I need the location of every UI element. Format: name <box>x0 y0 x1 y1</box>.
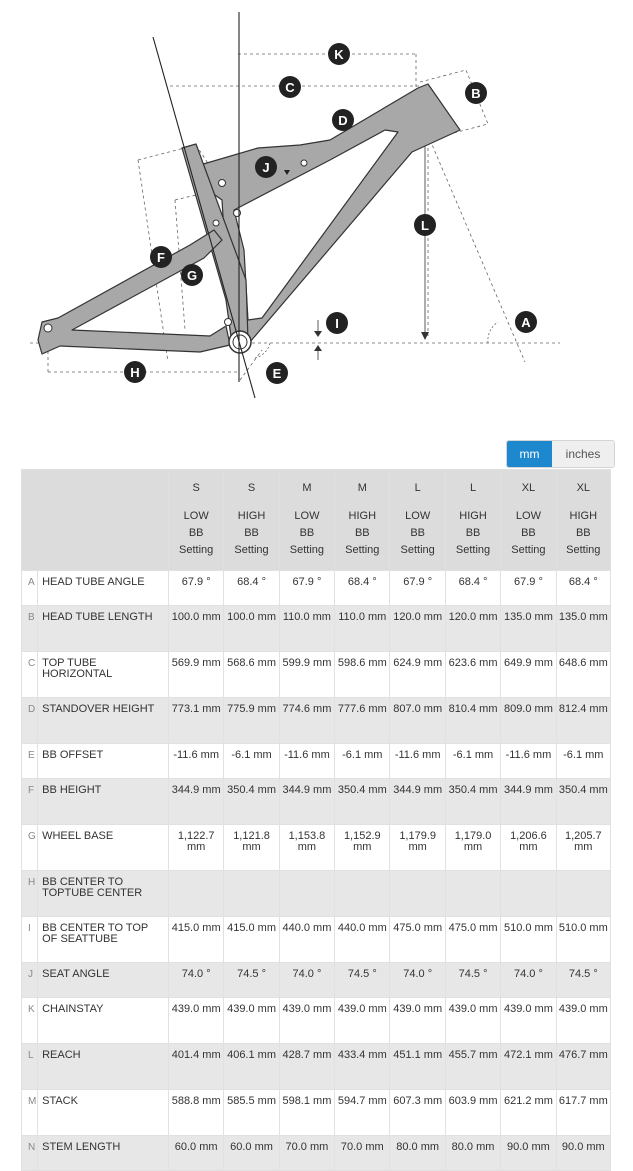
row-value-cell: 70.0 mm <box>335 1136 390 1171</box>
table-row <box>22 917 611 963</box>
row-value-cell: 588.8 mm <box>168 1090 223 1136</box>
table-row <box>22 606 611 652</box>
row-letter: E <box>22 744 38 779</box>
row-value-cell: 603.9 mm <box>445 1090 500 1136</box>
marker-g <box>181 264 203 286</box>
row-value-cell: 475.0 mm <box>445 917 500 963</box>
row-value-cell: 648.6 mm <box>556 652 610 698</box>
row-value-cell: -11.6 mm <box>168 744 223 779</box>
marker-f <box>150 246 172 268</box>
row-value-cell: 451.1 mm <box>390 1044 445 1090</box>
row-value-cell: 110.0 mm <box>335 606 390 652</box>
row-value-cell: 1,205.7 mm <box>556 825 610 871</box>
row-value-cell: -6.1 mm <box>445 744 500 779</box>
table-row <box>22 698 611 744</box>
row-value-cell: 401.4 mm <box>168 1044 223 1090</box>
row-letter: K <box>22 998 38 1044</box>
row-value-cell: 350.4 mm <box>224 779 279 825</box>
row-value-cell: 598.1 mm <box>279 1090 334 1136</box>
row-value-cell: 135.0 mm <box>501 606 556 652</box>
row-value-cell: 439.0 mm <box>501 998 556 1044</box>
row-value-cell: 67.9 ° <box>501 571 556 606</box>
row-value-cell: 344.9 mm <box>501 779 556 825</box>
row-parameter-name: STANDOVER HEIGHT <box>38 698 169 744</box>
row-value-cell: 428.7 mm <box>279 1044 334 1090</box>
row-value-cell: 344.9 mm <box>390 779 445 825</box>
svg-text:J: J <box>262 160 270 175</box>
svg-text:C: C <box>285 80 295 95</box>
row-value-cell: 1,179.0 mm <box>445 825 500 871</box>
row-value-cell: 74.5 ° <box>224 963 279 998</box>
row-value-cell: 585.5 mm <box>224 1090 279 1136</box>
row-value-cell: 472.1 mm <box>501 1044 556 1090</box>
row-value-cell: 120.0 mm <box>390 606 445 652</box>
row-value-cell: 1,122.7 mm <box>168 825 223 871</box>
unit-toggle <box>506 440 615 468</box>
row-value-cell: 80.0 mm <box>445 1136 500 1171</box>
row-value-cell: 569.9 mm <box>168 652 223 698</box>
row-parameter-name: CHAINSTAY <box>38 998 169 1044</box>
table-row <box>22 652 611 698</box>
row-parameter-name: REACH <box>38 1044 169 1090</box>
row-value-cell: 598.6 mm <box>335 652 390 698</box>
row-value-cell: 599.9 mm <box>279 652 334 698</box>
row-value-cell: 439.0 mm <box>556 998 610 1044</box>
row-letter: N <box>22 1136 38 1171</box>
row-value-cell: 510.0 mm <box>556 917 610 963</box>
row-letter: J <box>22 963 38 998</box>
row-letter: D <box>22 698 38 744</box>
row-value-cell: 90.0 mm <box>501 1136 556 1171</box>
table-row <box>22 744 611 779</box>
row-value-cell: 67.9 ° <box>279 571 334 606</box>
row-value-cell: -11.6 mm <box>390 744 445 779</box>
svg-text:D: D <box>338 113 348 128</box>
row-value-cell: 812.4 mm <box>556 698 610 744</box>
row-value-cell: 415.0 mm <box>168 917 223 963</box>
row-value-cell <box>335 871 390 917</box>
row-letter: H <box>22 871 38 917</box>
row-value-cell: 415.0 mm <box>224 917 279 963</box>
unit-inches-button[interactable]: inches <box>552 441 614 467</box>
size-column-header: XL LOW BB Setting <box>501 470 556 571</box>
row-value-cell: 74.0 ° <box>168 963 223 998</box>
size-column-header: S LOW BB Setting <box>168 470 223 571</box>
row-value-cell <box>390 871 445 917</box>
row-value-cell: 439.0 mm <box>224 998 279 1044</box>
row-parameter-name: TOP TUBE HORIZONTAL <box>38 652 169 698</box>
row-parameter-name: BB OFFSET <box>38 744 169 779</box>
svg-text:B: B <box>471 86 481 101</box>
row-parameter-name: BB CENTER TO TOP OF SEATTUBE <box>38 917 169 963</box>
row-value-cell: 100.0 mm <box>168 606 223 652</box>
row-value-cell: 607.3 mm <box>390 1090 445 1136</box>
row-value-cell: 74.5 ° <box>335 963 390 998</box>
row-value-cell <box>168 871 223 917</box>
row-value-cell: 67.9 ° <box>168 571 223 606</box>
svg-text:A: A <box>521 315 531 330</box>
row-value-cell: 439.0 mm <box>390 998 445 1044</box>
row-value-cell: 1,153.8 mm <box>279 825 334 871</box>
row-value-cell: 70.0 mm <box>279 1136 334 1171</box>
row-value-cell: 568.6 mm <box>224 652 279 698</box>
svg-text:F: F <box>157 250 165 265</box>
row-letter: C <box>22 652 38 698</box>
row-value-cell: 90.0 mm <box>556 1136 610 1171</box>
row-parameter-name: HEAD TUBE ANGLE <box>38 571 169 606</box>
row-value-cell: 406.1 mm <box>224 1044 279 1090</box>
row-value-cell: 623.6 mm <box>445 652 500 698</box>
row-parameter-name: BB HEIGHT <box>38 779 169 825</box>
row-value-cell: 67.9 ° <box>390 571 445 606</box>
svg-text:I: I <box>335 316 339 331</box>
row-value-cell: 100.0 mm <box>224 606 279 652</box>
size-column-header: XL HIGH BB Setting <box>556 470 610 571</box>
row-value-cell: 74.0 ° <box>390 963 445 998</box>
marker-i <box>326 312 348 334</box>
row-value-cell: 60.0 mm <box>224 1136 279 1171</box>
row-parameter-name: STEM LENGTH <box>38 1136 169 1171</box>
row-value-cell: 439.0 mm <box>168 998 223 1044</box>
row-value-cell <box>501 871 556 917</box>
row-value-cell: 440.0 mm <box>279 917 334 963</box>
row-value-cell: 110.0 mm <box>279 606 334 652</box>
marker-k <box>328 43 350 65</box>
row-value-cell: 1,179.9 mm <box>390 825 445 871</box>
row-parameter-name: SEAT ANGLE <box>38 963 169 998</box>
row-letter: I <box>22 917 38 963</box>
row-value-cell: 476.7 mm <box>556 1044 610 1090</box>
row-value-cell: 344.9 mm <box>168 779 223 825</box>
svg-text:E: E <box>272 366 282 381</box>
header-blank <box>22 470 169 571</box>
row-value-cell: 80.0 mm <box>390 1136 445 1171</box>
row-value-cell: 74.5 ° <box>445 963 500 998</box>
table-row <box>22 779 611 825</box>
table-row <box>22 998 611 1044</box>
row-value-cell: -6.1 mm <box>335 744 390 779</box>
row-value-cell: 624.9 mm <box>390 652 445 698</box>
row-value-cell: 344.9 mm <box>279 779 334 825</box>
table-row <box>22 871 611 917</box>
geometry-diagram <box>0 0 633 430</box>
size-column-header: M HIGH BB Setting <box>335 470 390 571</box>
row-letter: L <box>22 1044 38 1090</box>
row-value-cell <box>279 871 334 917</box>
size-column-header: M LOW BB Setting <box>279 470 334 571</box>
row-value-cell: 440.0 mm <box>335 917 390 963</box>
row-letter: G <box>22 825 38 871</box>
size-column-header: S HIGH BB Setting <box>224 470 279 571</box>
row-value-cell <box>556 871 610 917</box>
size-column-header: L HIGH BB Setting <box>445 470 500 571</box>
unit-mm-button[interactable]: mm <box>507 441 552 467</box>
table-row <box>22 1090 611 1136</box>
row-letter: F <box>22 779 38 825</box>
row-value-cell: 594.7 mm <box>335 1090 390 1136</box>
row-value-cell: 439.0 mm <box>279 998 334 1044</box>
row-value-cell: 68.4 ° <box>335 571 390 606</box>
table-row <box>22 963 611 998</box>
size-column-header: L LOW BB Setting <box>390 470 445 571</box>
row-value-cell: 433.4 mm <box>335 1044 390 1090</box>
row-value-cell: 439.0 mm <box>335 998 390 1044</box>
row-value-cell: 617.7 mm <box>556 1090 610 1136</box>
marker-b <box>465 82 487 104</box>
row-letter: A <box>22 571 38 606</box>
row-value-cell: 350.4 mm <box>445 779 500 825</box>
row-value-cell: 455.7 mm <box>445 1044 500 1090</box>
marker-j <box>255 156 277 178</box>
row-value-cell: 775.9 mm <box>224 698 279 744</box>
row-value-cell: 74.5 ° <box>556 963 610 998</box>
row-value-cell: 120.0 mm <box>445 606 500 652</box>
marker-c <box>279 76 301 98</box>
svg-text:G: G <box>186 268 198 283</box>
row-value-cell: 350.4 mm <box>335 779 390 825</box>
svg-text:H: H <box>130 365 140 380</box>
row-value-cell: -11.6 mm <box>501 744 556 779</box>
size-header-row <box>22 470 611 571</box>
row-value-cell: 777.6 mm <box>335 698 390 744</box>
svg-text:L: L <box>421 218 429 233</box>
row-letter: M <box>22 1090 38 1136</box>
row-value-cell: 74.0 ° <box>501 963 556 998</box>
marker-h <box>124 361 146 383</box>
row-value-cell: 475.0 mm <box>390 917 445 963</box>
row-value-cell: 807.0 mm <box>390 698 445 744</box>
row-value-cell: 68.4 ° <box>224 571 279 606</box>
row-value-cell: 74.0 ° <box>279 963 334 998</box>
row-value-cell: 68.4 ° <box>556 571 610 606</box>
row-value-cell: 439.0 mm <box>445 998 500 1044</box>
row-value-cell <box>224 871 279 917</box>
row-value-cell: 774.6 mm <box>279 698 334 744</box>
geometry-table <box>21 469 611 1171</box>
table-row <box>22 1044 611 1090</box>
row-value-cell: 809.0 mm <box>501 698 556 744</box>
row-letter: B <box>22 606 38 652</box>
row-value-cell: 510.0 mm <box>501 917 556 963</box>
table-row <box>22 1136 611 1171</box>
row-value-cell: 350.4 mm <box>556 779 610 825</box>
row-value-cell: -6.1 mm <box>224 744 279 779</box>
row-value-cell: 621.2 mm <box>501 1090 556 1136</box>
row-value-cell: 1,152.9 mm <box>335 825 390 871</box>
table-row <box>22 571 611 606</box>
row-value-cell: 60.0 mm <box>168 1136 223 1171</box>
row-parameter-name: WHEEL BASE <box>38 825 169 871</box>
row-parameter-name: HEAD TUBE LENGTH <box>38 606 169 652</box>
table-row <box>22 825 611 871</box>
row-value-cell <box>445 871 500 917</box>
row-value-cell: -6.1 mm <box>556 744 610 779</box>
marker-a <box>515 311 537 333</box>
marker-l <box>414 214 436 236</box>
marker-d <box>332 109 354 131</box>
row-parameter-name: STACK <box>38 1090 169 1136</box>
row-value-cell: 1,121.8 mm <box>224 825 279 871</box>
row-value-cell: 1,206.6 mm <box>501 825 556 871</box>
marker-e <box>266 362 288 384</box>
row-value-cell: 68.4 ° <box>445 571 500 606</box>
svg-text:K: K <box>334 47 344 62</box>
row-value-cell: -11.6 mm <box>279 744 334 779</box>
row-value-cell: 773.1 mm <box>168 698 223 744</box>
row-value-cell: 135.0 mm <box>556 606 610 652</box>
row-value-cell: 810.4 mm <box>445 698 500 744</box>
row-parameter-name: BB CENTER TO TOPTUBE CENTER <box>38 871 169 917</box>
row-value-cell: 649.9 mm <box>501 652 556 698</box>
